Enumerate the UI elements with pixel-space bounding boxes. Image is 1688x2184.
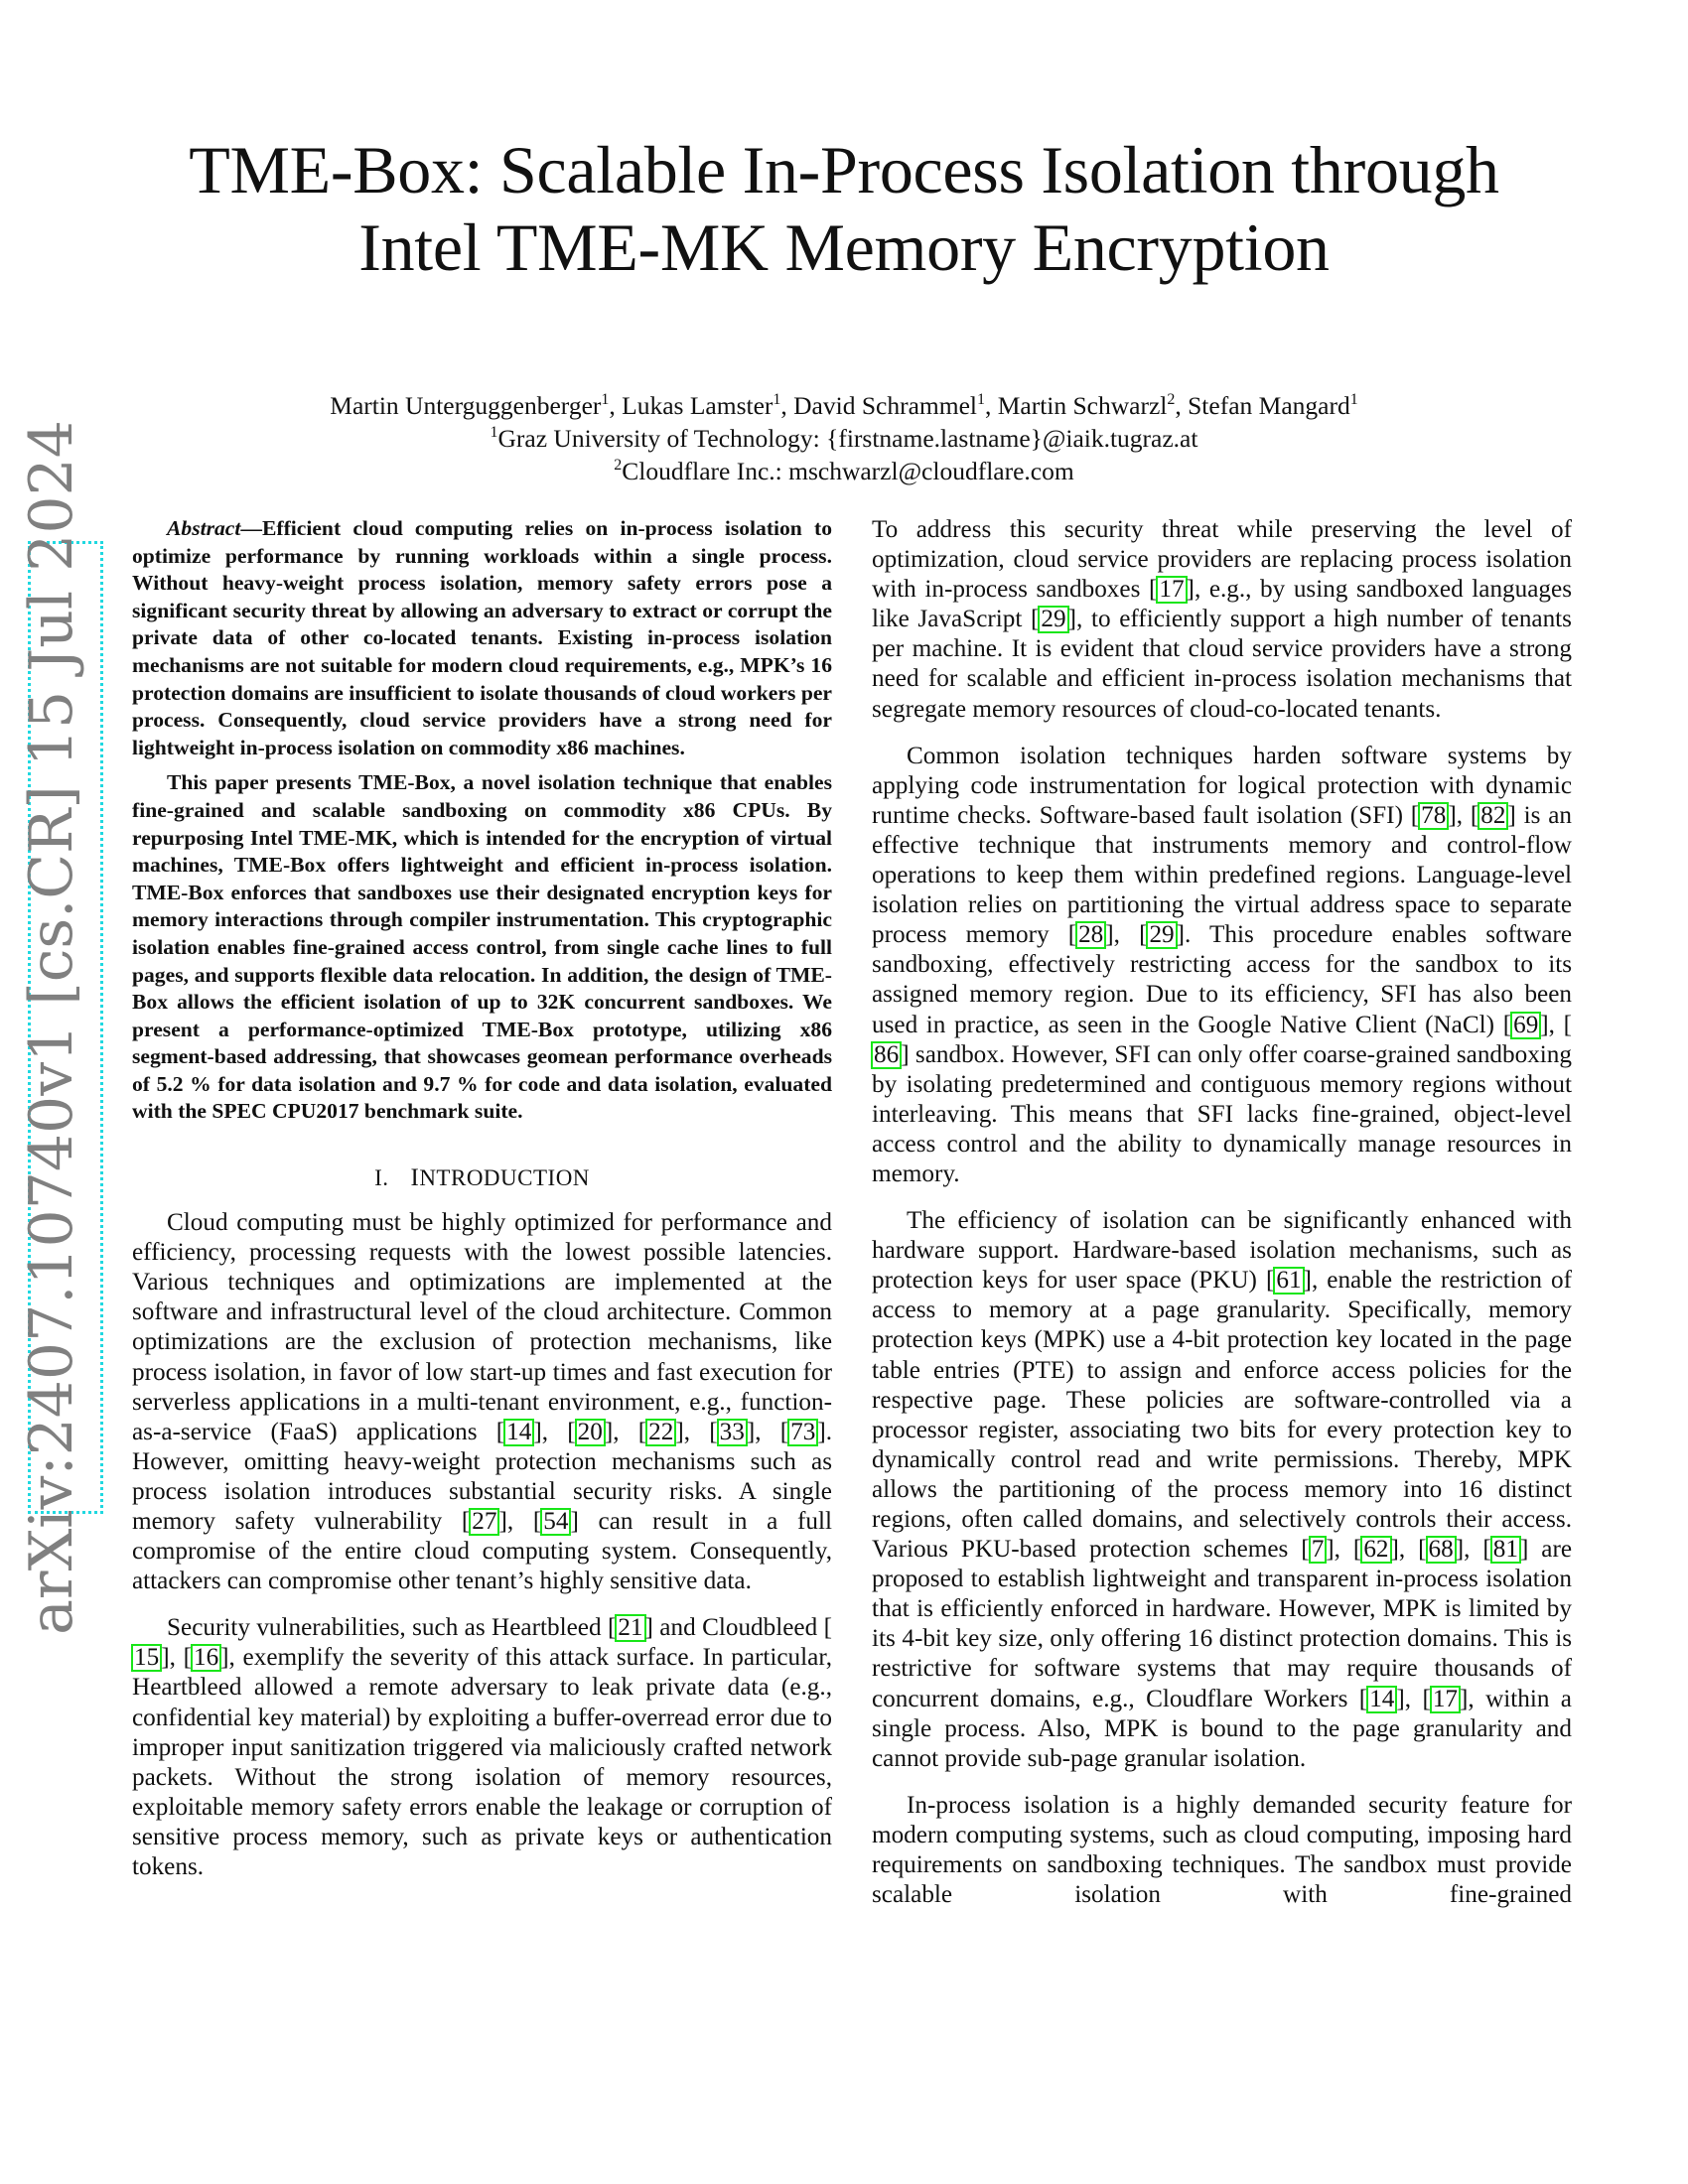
citation-link[interactable]: 16 [191,1644,221,1672]
citation-link[interactable]: 28 [1075,921,1106,949]
abstract-dash: — [240,516,262,540]
author-name: Martin Schwarzl [997,391,1168,420]
section-number: I. [374,1165,389,1191]
author-affiliation-mark: 1 [773,391,781,408]
affiliation-2 [0,455,1688,487]
citation-link[interactable]: 20 [575,1419,606,1446]
left-column [132,515,832,1882]
author-name: David Schrammel [793,391,977,420]
left-body-text [132,1208,832,1882]
author-separator: , [984,391,998,420]
affiliation-1 [0,422,1688,455]
abstract-paragraph-2: This paper presents TME-Box, a novel isolation technique that enables fine-grained and scalable sandboxing on commodity x86 CPUs. By repurposing Intel TME-MK, which is intended for the encryption of virtual machines, TME-Box offers lightweight and efficient in-process isolation. TME-Box enforces that sandboxes use their designated encryption keys for memory interactions through compiler instrumentation. This cryptographic isolation enables fine-grained access control, from single cache lines to full pages, and supports flexible data relocation. In addition, the design of TME-Box allows the efficient isolation of up to 32K concurrent sandboxes. We present a performance-optimized TME-Box prototype, utilizing x86 segment-based addressing, that showcases geomean performance overheads of 5.2 % for data isolation and 9.7 % for code and data isolation, evaluated with the SPEC CPU2017 benchmark suite. [132,770,832,1124]
right-column [872,515,1572,1910]
author-affiliation-mark: 2 [1167,391,1176,408]
citation-link[interactable]: 78 [1418,802,1449,830]
author-separator: , [1175,391,1189,420]
citation-link[interactable]: 82 [1477,802,1508,830]
affiliation-mark: 2 [614,457,623,474]
right-body-text [872,515,1572,1910]
title-line-2: Intel TME-MK Memory Encryption [358,209,1330,285]
citation-link[interactable]: 14 [1366,1686,1397,1713]
body-paragraph: The efficiency of isolation can be significantly enhanced with hardware support. Hardware-based isolation mechanisms, such as protection keys for user space (PKU) [61], enable the restriction of access to memory at a page granularity. Specifically, memory protection keys (MPK) use a 4-bit protection key located in the page table entries (PTE) to assign and enforce access policies for the respective page. These policies are software-controlled via a processor register, associating two bits for every protection key to dynamically control read and write permissions. Thereby, MPK allows the partitioning of the process memory into 16 distinct regions, often called domains, and selectively controls their access. Various PKU-based protection schemes [7], [62], [68], [81] are proposed to establish lightweight and transparent in-process isolation that is efficiently enforced in hardware. However, MPK is limited by its 4-bit key size, only offering 16 distinct protection domains. This is restrictive for software systems that may require thousands of concurrent domains, e.g., Cloudflare Workers [14], [17], within a single process. Also, MPK is bound to the page granularity and cannot provide sub-page granular isolation. [872,1207,1573,1772]
author-separator: , [609,391,623,420]
body-paragraph: Security vulnerabilities, such as Heartbleed [21] and Cloudbleed [15], [16], exemplify the severity of this attack surface. In particular, Heartbleed allowed a remote adversary to leak private data (e.g., confidential key material) by exploiting a buffer-overread error due to improper input sanitization triggered via maliciously crafted network packets. Without the strong isolation of memory resources, exploitable memory safety errors enable the leakage or corruption of sensitive process memory, such as private keys or authentication tokens. [132,1614,833,1881]
abstract [132,515,832,1126]
paper-title [0,131,1688,286]
citation-link[interactable]: 69 [1510,1012,1541,1039]
body-paragraph: Cloud computing must be highly optimized for performance and efficiency, processing requests with the lowest possible latencies. Various techniques and optimizations are implemented at the software and infrastructural level of the cloud architecture. Common optimizations are the exclusion of protection mechanisms, like process isolation, in favor of low start-up times and fast execution for serverless applications in a multi-tenant environment, e.g., function-as-a-service (FaaS) applications [14], [20], [22], [33], [73]. However, omitting heavy-weight protection mechanisms such as process isolation introduces substantial security risks. A single memory safety vulnerability [27], [54] can result in a full compromise of the entire cloud computing system. Consequently, attackers can compromise other tenant’s highly sensitive data. [132,1209,833,1595]
citation-link[interactable]: 73 [787,1419,818,1446]
citation-link[interactable]: 33 [717,1419,748,1446]
body-paragraph: In-process isolation is a highly demanded security feature for modern computing systems, such as cloud computing, imposing hard requirements on sandboxing techniques. The sandbox must provide scalable isolation with fine-grained [872,1791,1572,1909]
author-affiliation-mark: 1 [1349,391,1358,408]
body-paragraph: Common isolation techniques harden software systems by applying code instrumentation for logical protection with dynamic runtime checks. Software-based fault isolation (SFI) [78], [82] is an effective technique that instruments memory and control-flow operations to keep them within predefined regions. Language-level isolation relies on partitioning the virtual address space to separate process memory [28], [29]. This procedure enables software sandboxing, effectively restricting access for the sandbox to its assigned memory region. Due to its efficiency, SFI has also been used in practice, as seen in the Google Native Client (NaCl) [69], [86] sandbox. However, SFI can only offer coarse-grained sandboxing by isolating predetermined and contiguous memory regions without interleaving. This means that SFI lacks fine-grained, object-level access control and the ability to dynamically manage resources in memory. [872,742,1573,1187]
citation-link[interactable]: 62 [1360,1536,1391,1564]
title-line-1: TME-Box: Scalable In-Process Isolation through [189,132,1499,207]
body-paragraph: To address this security threat while preserving the level of optimization, cloud service providers are replacing process isolation with in-process sandboxes [17], e.g., by using sandboxed languages like JavaScript [29], to efficiently support a high number of tenants per machine. It is evident that cloud service providers have a strong need for scalable and efficient in-process isolation mechanisms that segregate memory resources of cloud-co-located tenants. [872,516,1572,723]
citation-link[interactable]: 22 [645,1419,676,1446]
abstract-label: Abstract [167,516,241,540]
citation-link[interactable]: 7 [1309,1536,1328,1564]
section-title-initial: I [410,1164,420,1192]
author-name: Lukas Lamster [622,391,774,420]
citation-link[interactable]: 81 [1490,1536,1521,1564]
author-affiliation-mark: 1 [976,391,985,408]
author-affiliation-mark: 1 [601,391,610,408]
author-name: Stefan Mangard [1188,391,1350,420]
citation-link[interactable]: 29 [1146,921,1177,949]
section-title-rest: NTRODUCTION [419,1165,590,1191]
citation-link[interactable]: 29 [1038,606,1068,633]
affiliation-text: Graz University of Technology: {firstname.lastname}@iaik.tugraz.at [497,424,1198,453]
author-separator: , [780,391,794,420]
citation-link[interactable]: 27 [469,1508,499,1536]
citation-link[interactable]: 17 [1430,1686,1461,1713]
author-list [0,389,1688,422]
abstract-paragraph-1 [132,515,832,761]
citation-link[interactable]: 15 [131,1644,162,1672]
abstract-text-1: Efficient cloud computing relies on in-process isolation to optimize performance by running workloads within a single process. Without heavy-weight process isolation, memory safety errors pose a significant security threat by allowing an adversary to extract or corrupt the private data of other co-located tenants. Existing in-process isolation mechanisms are not suitable for modern cloud requirements, e.g., MPK’s 16 protection domains are insufficient to isolate thousands of cloud workers per process. Consequently, cloud service providers have a strong need for lightweight in-process isolation on commodity x86 machines. [132,516,832,759]
citation-link[interactable]: 68 [1426,1536,1457,1564]
author-name: Martin Unterguggenberger [330,391,602,420]
citation-link[interactable]: 54 [540,1508,571,1536]
citation-link[interactable]: 14 [503,1419,534,1446]
section-heading-introduction [132,1163,832,1193]
author-block [0,389,1688,487]
affiliation-mark: 1 [490,424,498,441]
arxiv-stamp[interactable]: arXiv:2407.10740v1 [cs.CR] 15 Jul 2024 [17,420,86,1635]
citation-link[interactable]: 61 [1273,1267,1304,1295]
citation-link[interactable]: 21 [615,1614,645,1642]
citation-link[interactable]: 17 [1156,576,1187,604]
citation-link[interactable]: 86 [871,1041,902,1069]
affiliation-text: Cloudflare Inc.: mschwarzl@cloudflare.com [622,457,1074,485]
